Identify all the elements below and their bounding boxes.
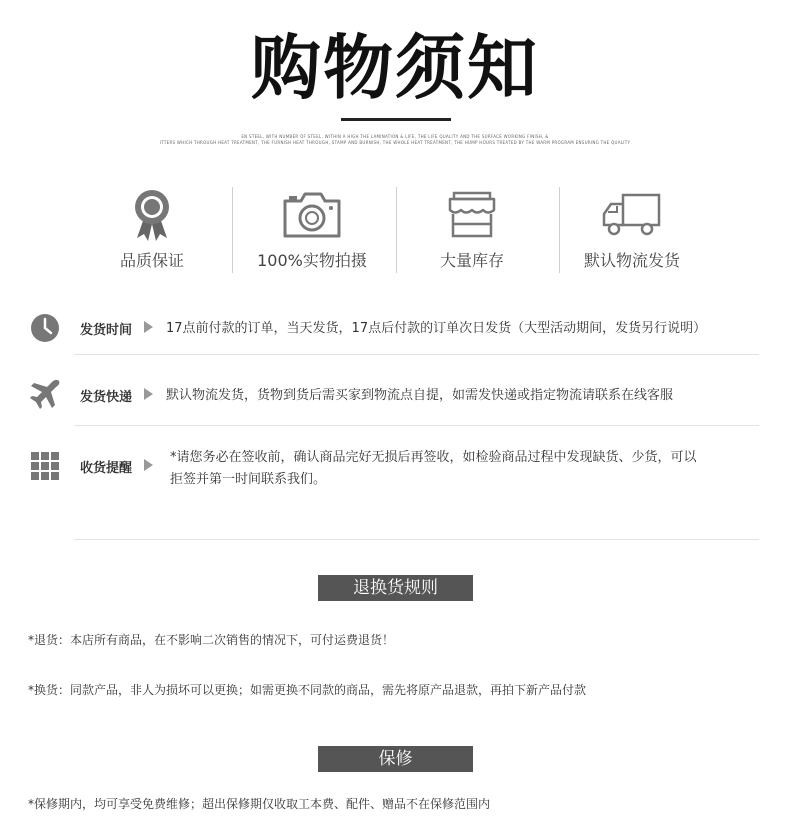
info-label: 发货快递 — [80, 390, 133, 405]
return-rule: *退货：本店所有商品，在不影响二次销售的情况下，可付运费退货！ — [28, 633, 395, 647]
info-row-shipping-time — [28, 311, 758, 345]
returns-section-header: 退换货规则 — [318, 575, 473, 601]
airplane-icon — [28, 378, 62, 412]
feature-label: 默认物流发货 — [583, 251, 680, 270]
info-text — [170, 447, 730, 491]
info-text-line: *请您务必在签收前，确认商品完好无损后再签收，如检验商品过程中发现缺货、少货，可以 — [170, 450, 697, 465]
page-title: 购物须知 — [251, 27, 539, 109]
clock-icon — [28, 311, 62, 345]
feature-label: 100%实物拍摄 — [257, 251, 367, 270]
divider — [74, 539, 759, 540]
divider — [74, 425, 759, 426]
arrow-right-icon — [144, 388, 153, 400]
exchange-rule: *换货：同款产品，非人为损坏可以更换；如需更换不同款的商品，需先将原产品退款，再拍下新产品付款 — [28, 683, 587, 697]
delivery-truck-icon — [601, 187, 663, 243]
info-row-receipt — [28, 449, 758, 499]
feature-quality — [72, 185, 232, 275]
camera-icon — [281, 187, 343, 243]
feature-label: 品质保证 — [119, 251, 184, 270]
info-text-line: 拒签并第一时间联系我们。 — [170, 472, 327, 487]
feature-divider — [559, 187, 560, 273]
tagline-line-2: ITTERS WHICH THROUGH HEAT TREATMENT, THE FURNISH HEAT THROUGH, STAMP AND BURNISH, THE WHOLE HEAT TREATMENT, THE HUMP HOURS TREATED BY THE WARM PROGRAM ENSURING THE QUALITY — [159, 140, 631, 145]
divider — [74, 354, 759, 355]
arrow-right-icon — [144, 459, 153, 471]
feature-label: 大量库存 — [439, 251, 504, 270]
info-label: 收货提醒 — [80, 461, 133, 476]
arrow-right-icon — [144, 321, 153, 333]
feature-divider — [232, 187, 233, 273]
tagline-line-1: EN STEEL, WITH NUMBER OF STEEL, WITHIN A HIGH THE LAMINATION & LIFE, THE LIFE QUALITY AND THE SURFACE WORKING FINISH, & — [241, 134, 549, 139]
info-text: 默认物流发货，货物到货后需买家到物流点自提，如需发快递或指定物流请联系在线客服 — [166, 388, 674, 403]
warranty-section-header: 保修 — [318, 746, 473, 772]
title-underline — [341, 118, 451, 121]
warranty-rule: *保修期内，均可享受免费维修；超出保修期仅收取工本费、配件、赠品不在保修范围内 — [28, 797, 491, 811]
store-icon — [447, 187, 497, 243]
award-ribbon-icon — [132, 187, 172, 243]
info-row-express — [28, 378, 758, 412]
feature-divider — [396, 187, 397, 273]
feature-logistics — [552, 185, 712, 275]
feature-row — [72, 185, 712, 275]
grid-icon — [28, 449, 62, 483]
info-label: 发货时间 — [80, 323, 133, 338]
info-text: 17点前付款的订单，当天发货，17点后付款的订单次日发货（大型活动期间，发货另行说明） — [166, 321, 707, 336]
feature-stock — [392, 185, 552, 275]
feature-real-photo — [232, 185, 392, 275]
